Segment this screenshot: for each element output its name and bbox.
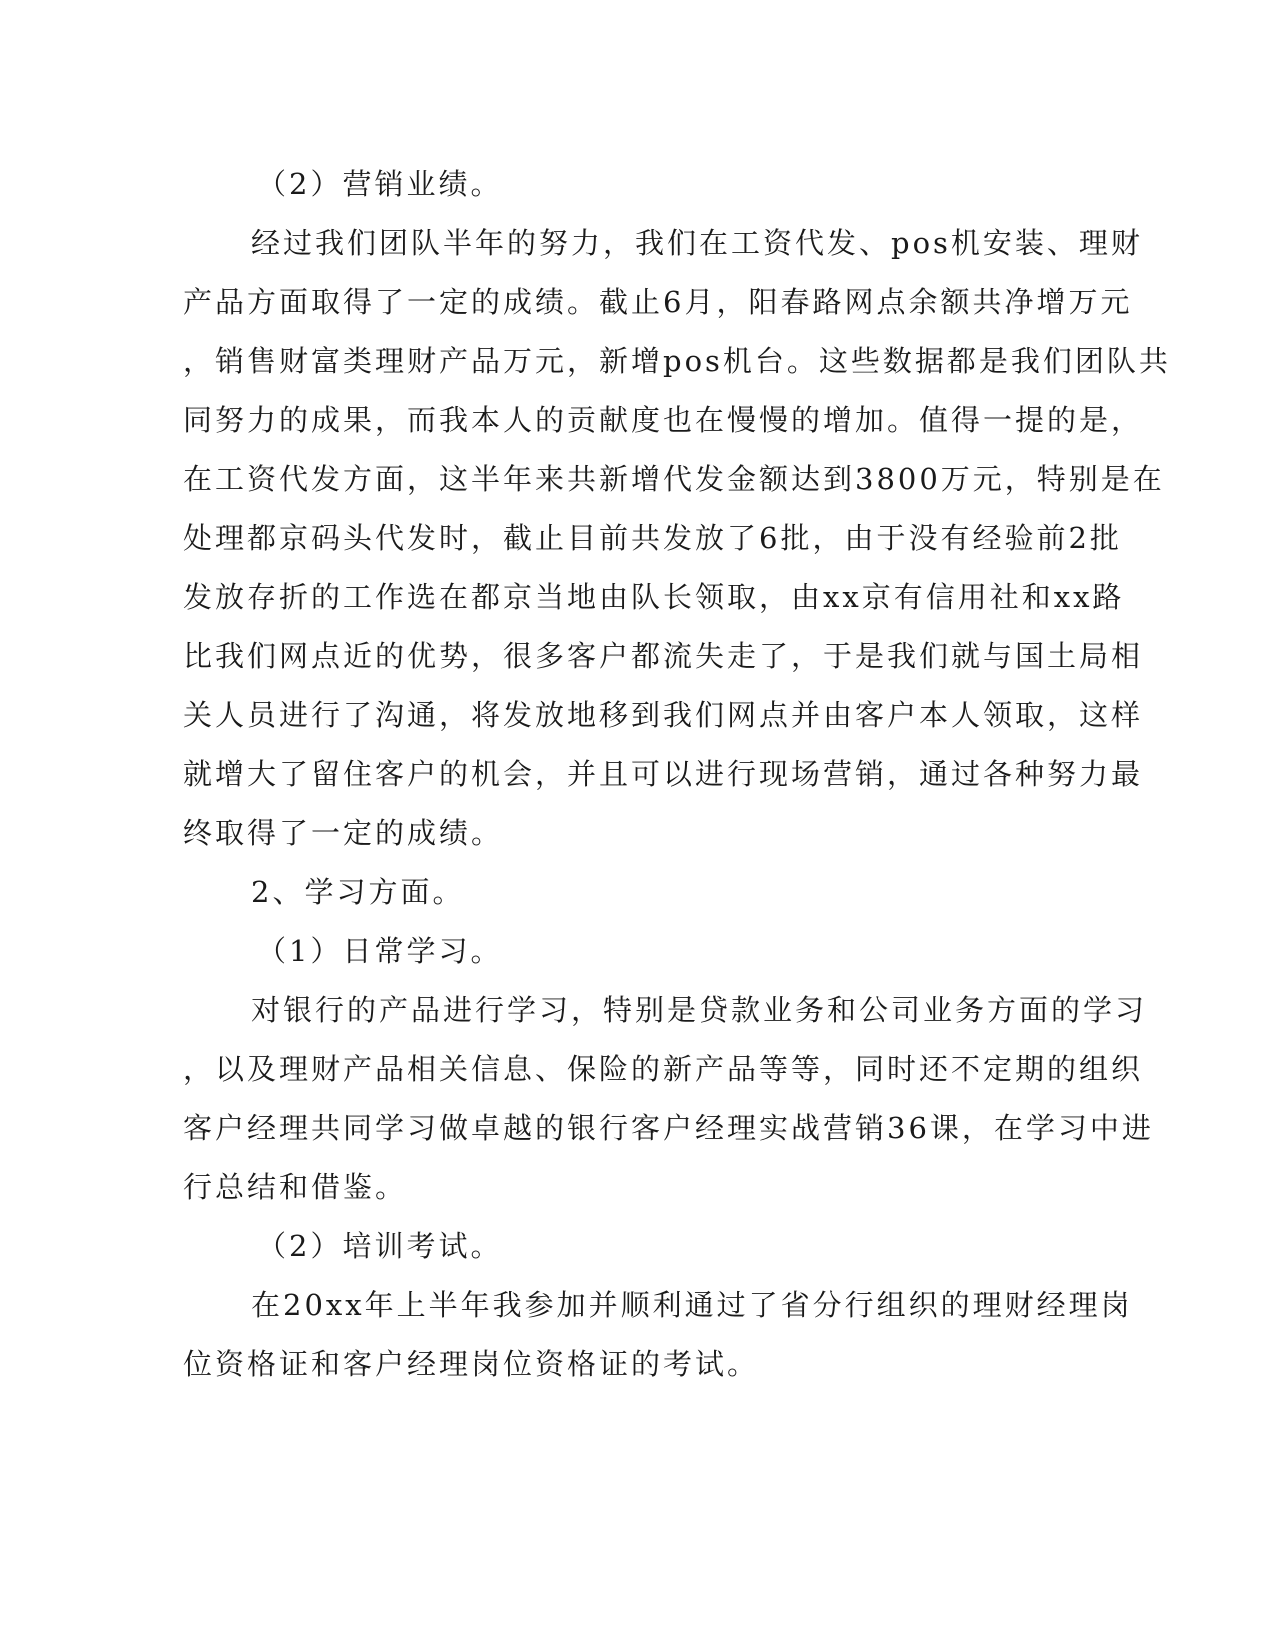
paragraph-line: 发放存折的工作选在都京当地由队长领取，由xx京有信用社和xx路	[183, 580, 1125, 614]
paragraph-line: 产品方面取得了一定的成绩。截止6月，阳春路网点余额共净增万元	[183, 285, 1133, 319]
section-heading-study: 2、学习方面。	[251, 875, 465, 909]
paragraph-line: 比我们网点近的优势，很多客户都流失走了，于是我们就与国土局相	[183, 639, 1144, 673]
paragraph-line: 在工资代发方面，这半年来共新增代发金额达到3800万元，特别是在	[183, 462, 1165, 496]
subheading-daily-study: （1）日常学习。	[257, 934, 503, 968]
paragraph-line: 就增大了留住客户的机会，并且可以进行现场营销，通过各种努力最	[183, 757, 1144, 791]
paragraph-line: ，销售财富类理财产品万元，新增pos机台。这些数据都是我们团队共	[183, 344, 1171, 378]
paragraph-line: 关人员进行了沟通，将发放地移到我们网点并由客户本人领取，这样	[183, 698, 1144, 732]
subheading-marketing-performance: （2）营销业绩。	[257, 167, 503, 201]
paragraph-line: 位资格证和客户经理岗位资格证的考试。	[183, 1347, 760, 1381]
document-body	[183, 155, 1171, 1394]
paragraph-line: 处理都京码头代发时，截止目前共发放了6批，由于没有经验前2批	[183, 521, 1122, 555]
paragraph-line: 对银行的产品进行学习，特别是贷款业务和公司业务方面的学习	[251, 993, 1148, 1027]
paragraph-line: ，以及理财产品相关信息、保险的新产品等等，同时还不定期的组织	[183, 1052, 1144, 1086]
paragraph-line: 客户经理共同学习做卓越的银行客户经理实战营销36课，在学习中进	[183, 1111, 1154, 1145]
subheading-training-exam: （2）培训考试。	[257, 1229, 503, 1263]
paragraph-line: 经过我们团队半年的努力，我们在工资代发、pos机安装、理财	[251, 226, 1143, 260]
paragraph-line: 在20xx年上半年我参加并顺利通过了省分行组织的理财经理岗	[251, 1288, 1133, 1322]
paragraph-line: 同努力的成果，而我本人的贡献度也在慢慢的增加。值得一提的是，	[183, 403, 1144, 437]
paragraph-line: 终取得了一定的成绩。	[183, 816, 504, 850]
paragraph-line: 行总结和借鉴。	[183, 1170, 408, 1204]
